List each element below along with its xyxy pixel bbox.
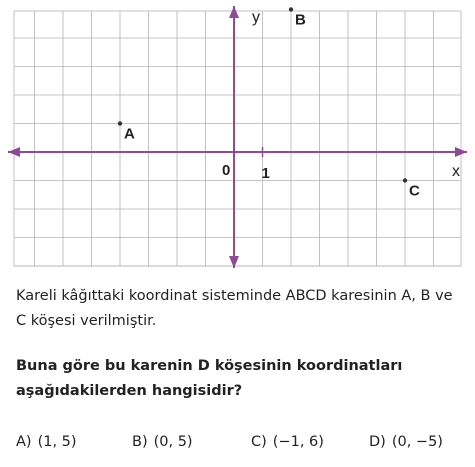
grid bbox=[14, 11, 461, 266]
option-text: (1, 5) bbox=[37, 434, 77, 450]
option-letter: B) bbox=[132, 434, 148, 450]
question-stem: Kareli kâğıttaki koordinat sisteminde ABCD karesinin A, B ve C köşesi verilmiştir. bbox=[16, 288, 453, 329]
option-text: (0, 5) bbox=[153, 434, 193, 450]
option-a[interactable] bbox=[16, 430, 77, 454]
option-text: (0, −5) bbox=[391, 434, 443, 450]
origin-label: 0 bbox=[222, 162, 231, 179]
point-label-b: B bbox=[295, 11, 306, 29]
option-letter: D) bbox=[369, 434, 386, 450]
grid-frame bbox=[14, 11, 461, 266]
axis-labels bbox=[222, 9, 460, 182]
point-a bbox=[118, 121, 122, 125]
point-label-c: C bbox=[409, 182, 420, 200]
question-prompt: Buna göre bu karenin D köşesinin koordinatları aşağıdakilerden hangisidir? bbox=[16, 358, 403, 399]
point-label-a: A bbox=[124, 125, 135, 143]
option-d[interactable] bbox=[369, 430, 443, 454]
option-text: (−1, 6) bbox=[272, 434, 324, 450]
axes bbox=[8, 6, 467, 268]
answer-options bbox=[16, 430, 466, 454]
unit-label: 1 bbox=[261, 165, 270, 182]
option-b[interactable] bbox=[132, 430, 193, 454]
option-letter: A) bbox=[16, 434, 32, 450]
option-c[interactable] bbox=[251, 430, 324, 454]
point-b bbox=[289, 7, 293, 11]
option-letter: C) bbox=[251, 434, 267, 450]
point-c bbox=[403, 178, 407, 182]
y-axis-label: y bbox=[252, 9, 260, 26]
x-axis-label: x bbox=[452, 163, 460, 180]
y-axis-arrow-up bbox=[229, 6, 239, 18]
